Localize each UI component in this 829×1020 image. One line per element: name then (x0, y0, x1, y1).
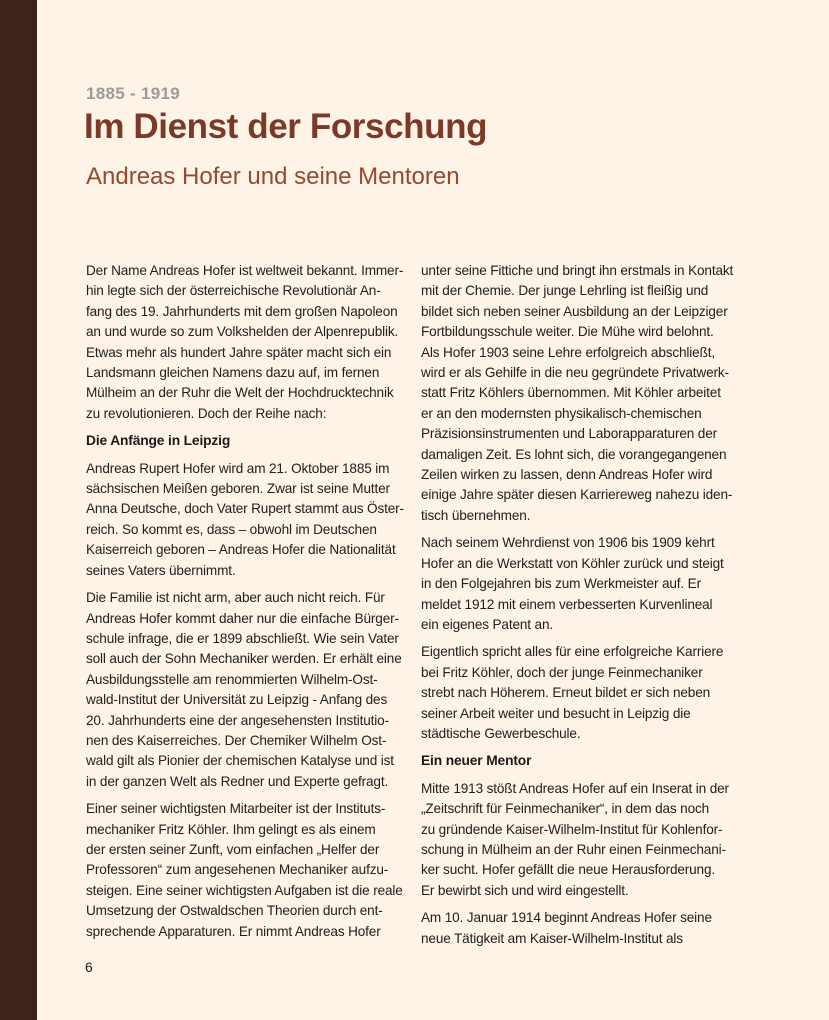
text-line: Professoren“ zum angesehenen Mechaniker aufzu- (86, 862, 389, 878)
text-line: Umsetzung der Ostwaldschen Theorien durch ent- (86, 903, 383, 919)
text-line: Anna Deutsche, doch Vater Rupert stammt aus Öster- (86, 501, 404, 517)
text-line: schule infrage, die er 1899 abschließt. Wie sein Vater (86, 630, 399, 646)
text-line: Er bewirbt sich und wird eingestellt. (421, 882, 629, 898)
text-line: an und wurde so zum Volkshelden der Alpenrepublik. (86, 324, 399, 340)
text-line: Präzisionsinstrumenten und Laborapparaturen der (421, 426, 717, 442)
text-line: hin legte sich der österreichische Revolutionär An- (86, 283, 381, 299)
text-line: sprechende Apparaturen. Er nimmt Andreas Hofer (86, 923, 381, 939)
section-heading: Ein neuer Mentor (421, 753, 532, 769)
page-subtitle: Andreas Hofer und seine Mentoren (86, 163, 460, 190)
text-line: Andreas Rupert Hofer wird am 21. Oktober 1885 im (86, 460, 390, 476)
page-title: Im Dienst der Forschung (84, 107, 488, 146)
paragraph (86, 261, 404, 424)
text-line: Am 10. Januar 1914 beginnt Andreas Hofer seine (421, 910, 712, 926)
text-line: Zeilen wirken zu lassen, denn Andreas Hofer wird (421, 467, 713, 483)
text-line: fang des 19. Jahrhunderts mit dem großen Napoleon (86, 303, 398, 319)
paragraph (86, 799, 403, 942)
text-line: Als Hofer 1903 seine Lehre erfolgreich abschließt, (421, 344, 715, 360)
text-column-right (421, 261, 733, 949)
text-line: städtische Gewerbeschule. (421, 725, 581, 741)
section-heading: Die Anfänge in Leipzig (86, 433, 231, 449)
text-line: Etwas mehr als hundert Jahre später macht sich ein (86, 344, 392, 360)
text-line: Hofer an die Werkstatt von Köhler zurück und steigt (421, 555, 724, 571)
text-line: zu gründende Kaiser-Wilhelm-Institut für Kohlenfor- (421, 821, 723, 837)
paragraph (421, 533, 733, 635)
text-line: Mitte 1913 stößt Andreas Hofer auf ein Inserat in der (421, 780, 729, 796)
text-line: Die Familie ist nicht arm, aber auch nicht reich. Für (86, 590, 385, 606)
text-line: 20. Jahrhunderts eine der angesehensten Institutio- (86, 712, 389, 728)
page-number: 6 (85, 959, 93, 975)
text-line: wird er als Gehilfe in die neu gegründete Privatwerk- (421, 365, 729, 381)
text-line: mit der Chemie. Der junge Lehrling ist fleißig und (421, 283, 709, 299)
body-text-columns (86, 261, 733, 949)
text-line: der ersten seiner Zunft, vom einfachen „Helfer der (86, 841, 380, 857)
chapter-accent-bar (0, 0, 37, 1020)
text-line: wald-Institut der Universität zu Leipzig - Anfang des (86, 692, 388, 708)
text-line: Fortbildungsschule weiter. Die Mühe wird belohnt. (421, 324, 714, 340)
text-line: bei Fritz Köhler, doch der junge Feinmechaniker (421, 664, 703, 680)
text-line: Nach seinem Wehrdienst von 1906 bis 1909 kehrt (421, 535, 715, 551)
chapter-date-range: 1885 - 1919 (86, 84, 181, 103)
text-line: neue Tätigkeit am Kaiser-Wilhelm-Institut als (421, 930, 683, 946)
text-line: in den Folgejahren bis zum Werkmeister auf. Er (421, 576, 701, 592)
text-line: Andreas Hofer kommt daher nur die einfache Bürger- (86, 610, 399, 626)
text-line: seines Vaters übernimmt. (86, 562, 236, 578)
text-line: ker sucht. Hofer gefällt die neue Herausforderung. (421, 862, 715, 878)
paragraph (421, 908, 733, 949)
text-line: reich. So kommt es, dass – obwohl im Deutschen (86, 521, 377, 537)
text-line: soll auch der Sohn Mechaniker werden. Er erhält eine (86, 651, 402, 667)
text-line: schung in Mülheim an der Ruhr einen Feinmechani- (421, 841, 726, 857)
text-line: Der Name Andreas Hofer ist weltweit bekannt. Immer- (86, 263, 404, 278)
text-line: Mülheim an der Ruhr die Welt der Hochdrucktechnik (86, 385, 394, 401)
text-line: statt Fritz Köhlers übernommen. Mit Köhler arbeitet (421, 385, 721, 401)
text-line: „Zeitschrift für Feinmechaniker“, in dem das noch (421, 801, 710, 817)
paragraph (421, 642, 733, 744)
text-line: Landsmann gleichen Namens dazu auf, im fernen (86, 365, 380, 381)
text-line: seiner Arbeit weiter und besucht in Leipzig die (421, 705, 691, 721)
text-column-left (86, 261, 404, 949)
text-line: ein eigenes Patent an. (421, 616, 553, 632)
text-line: Eigentlich spricht alles für eine erfolgreiche Karriere (421, 644, 724, 660)
text-line: unter seine Fittiche und bringt ihn erstmals in Kontakt (421, 263, 734, 278)
paragraph (86, 459, 404, 581)
text-line: zu revolutionieren. Doch der Reihe nach: (86, 405, 327, 421)
text-line: er an den modernsten physikalisch-chemischen (421, 405, 702, 421)
text-line: Einer seiner wichtigsten Mitarbeiter ist der Instituts- (86, 801, 386, 817)
text-line: nen des Kaiserreiches. Der Chemiker Wilhelm Ost- (86, 732, 387, 748)
text-line: mechaniker Fritz Köhler. Ihm gelingt es als einem (86, 821, 376, 837)
text-line: bildet sich neben seiner Ausbildung an der Leipziger (421, 303, 728, 319)
text-line: tisch übernehmen. (421, 507, 531, 523)
text-line: strebt nach Höherem. Erneut bildet er sich neben (421, 685, 711, 701)
paragraph (421, 779, 733, 901)
text-line: damaligen Zeit. Es lohnt sich, die vorangegangenen (421, 446, 727, 462)
text-line: in der ganzen Welt als Redner und Experte gefragt. (86, 773, 389, 789)
text-line: wald gilt als Pionier der chemischen Katalyse und ist (86, 753, 394, 769)
text-line: sächsischen Meißen geboren. Zwar ist seine Mutter (86, 481, 390, 497)
text-line: Ausbildungsstelle am renommierten Wilhelm-Ost- (86, 671, 378, 687)
paragraph (86, 588, 402, 792)
text-line: steigen. Eine seiner wichtigsten Aufgaben ist die reale (86, 882, 403, 898)
paragraph (421, 261, 733, 526)
text-line: Kaiserreich geboren – Andreas Hofer die Nationalität (86, 542, 396, 558)
text-line: meldet 1912 mit einem verbesserten Kurvenlineal (421, 596, 713, 612)
text-line: einige Jahre später diesen Karriereweg nahezu iden- (421, 487, 733, 503)
